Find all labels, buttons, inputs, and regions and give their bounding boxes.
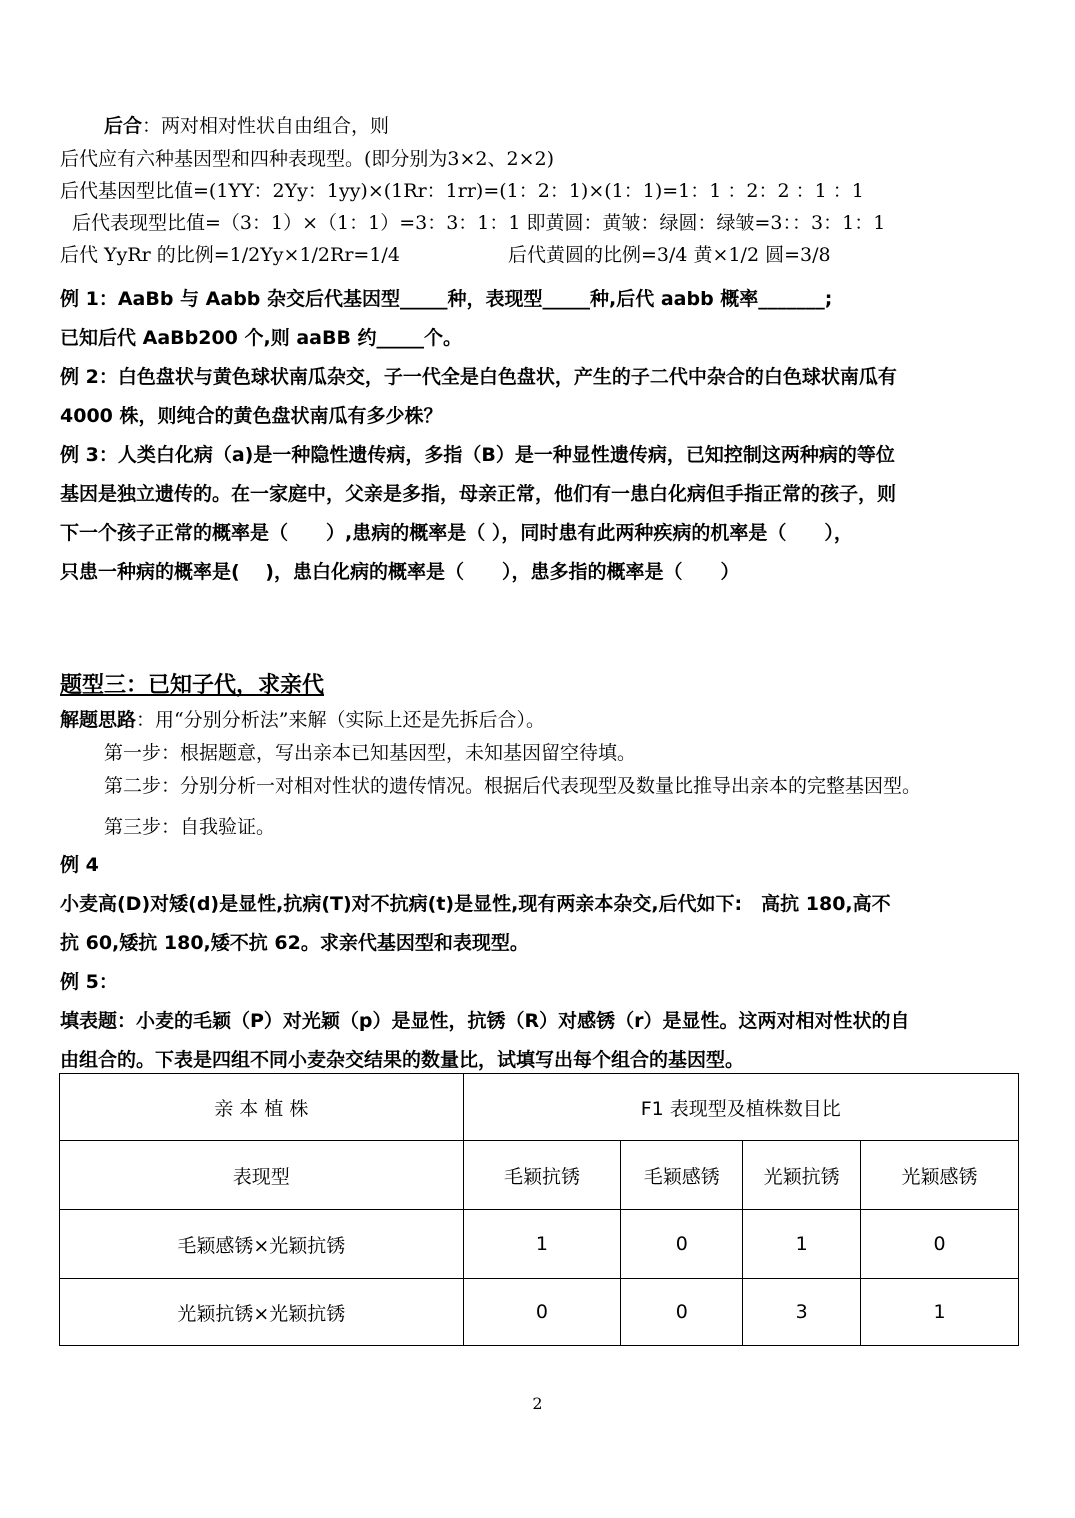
example5-line1: 填表题：小麦的毛颖（P）对光颖（p）是显性，抗锈（R）对感锈（r）是显性。这两对相对性状的自 <box>60 1010 910 1032</box>
example5-line2: 由组合的。下表是四组不同小麦杂交结果的数量比，试填写出每个组合的基因型。 <box>60 1049 745 1071</box>
section2-line2: 后代应有六种基因型和四种表现型。(即分别为3×2、2×2) <box>60 148 555 170</box>
example1-line1: 例 1：AaBb 与 Aabb 杂交后代基因型_____种，表现型_____种,后代 aabb 概率_______; <box>60 288 833 310</box>
example2-line2: 4000 株，则纯合的黄色盘状南瓜有多少株？ <box>60 405 443 427</box>
value-cell: 1 <box>861 1279 1019 1346</box>
line1-text: ：两对相对性状自由组合，则 <box>142 115 390 137</box>
yyrr-ratio-line: 后代 YyRr 的比例=1/2Yy×1/2Rr=1/4 <box>60 244 400 266</box>
approach-line <box>60 707 545 733</box>
example2-line1: 例 2：白色盘状与黄色球状南瓜杂交，子一代全是白色盘状，产生的子二代中杂合的白色球状南瓜有 <box>60 366 897 388</box>
value-cell: 1 <box>743 1210 861 1279</box>
col-smooth-susceptible: 光颖感锈 <box>861 1141 1019 1210</box>
table-row <box>60 1210 1019 1279</box>
cross-cell: 毛颖感锈×光颖抗锈 <box>60 1210 464 1279</box>
value-cell: 0 <box>621 1279 743 1346</box>
example4-line1: 小麦高(D)对矮(d)是显性,抗病(T)对不抗病(t)是显性,现有两亲本杂交,后代如下: 高抗 180,高不 <box>60 893 891 915</box>
yellow-round-ratio-line: 后代黄圆的比例=3/4 黄×1/2 圆=3/8 <box>508 244 831 266</box>
col-smooth-resistant: 光颖抗锈 <box>743 1141 861 1210</box>
step1: 第一步：根据题意，写出亲本已知基因型，未知基因留空待填。 <box>104 742 637 764</box>
step2: 第二步：分别分析一对相对性状的遗传情况。根据后代表现型及数量比推导出亲本的完整基因型。 <box>104 775 922 797</box>
value-cell: 1 <box>463 1210 621 1279</box>
col-hairy-resistant: 毛颖抗锈 <box>463 1141 621 1210</box>
example3-line3: 下一个孩子正常的概率是（ ）,患病的概率是（ ），同时患有此两种疾病的机率是（ ）， <box>60 522 853 544</box>
table-subheader-row <box>60 1141 1019 1210</box>
step3: 第三步：自我验证。 <box>104 816 276 838</box>
example3-line1: 例 3：人类白化病（a)是一种隐性遗传病，多指（B）是一种显性遗传病，已知控制这两种病的等位 <box>60 444 895 466</box>
section3-title <box>60 673 324 699</box>
section2-line1 <box>104 113 389 139</box>
page-number: 2 <box>532 1394 543 1413</box>
example1-line2: 已知后代 AaBb200 个,则 aaBB 约_____个。 <box>60 327 463 349</box>
cross-results-table <box>59 1073 1019 1346</box>
value-cell: 0 <box>621 1210 743 1279</box>
table-header-row <box>60 1074 1019 1141</box>
col-hairy-susceptible: 毛颖感锈 <box>621 1141 743 1210</box>
example3-line2: 基因是独立遗传的。在一家庭中，父亲是多指，母亲正常，他们有一患白化病但手指正常的孩子，则 <box>60 483 897 505</box>
approach-label: 解题思路 <box>60 709 137 731</box>
f1-header: F1 表现型及植株数目比 <box>463 1074 1018 1141</box>
value-cell: 0 <box>463 1279 621 1346</box>
phenotype-header: 表现型 <box>60 1141 464 1210</box>
phenotype-ratio-line: 后代表现型比值=（3：1）×（1：1）=3：3：1：1 即黄圆：黄皱：绿圆：绿皱=3：：3：1：1 <box>72 212 886 234</box>
label-houhe: 后合 <box>104 115 143 137</box>
example3-line4: 只患一种病的概率是( )，患白化病的概率是（ ），患多指的概率是（ ） <box>60 561 740 583</box>
section3-title-text: 题型三：已知子代，求亲代 <box>60 673 325 698</box>
example5-label: 例 5： <box>60 971 118 993</box>
parent-plants-header: 亲 本 植 株 <box>60 1074 464 1141</box>
cross-cell: 光颖抗锈×光颖抗锈 <box>60 1279 464 1346</box>
approach-text: ：用“分别分析法”来解（实际上还是先拆后合）。 <box>136 709 545 731</box>
value-cell: 3 <box>743 1279 861 1346</box>
example4-line2: 抗 60,矮抗 180,矮不抗 62。求亲代基因型和表现型。 <box>60 932 529 954</box>
genotype-ratio-line: 后代基因型比值=(1YY：2Yy：1yy)×(1Rr：1rr)=(1：2：1)×(1：1)=1：1 ：2：2 ：1 ：1 <box>60 180 864 202</box>
value-cell: 0 <box>861 1210 1019 1279</box>
table-row <box>60 1279 1019 1346</box>
example4-label: 例 4 <box>60 854 99 876</box>
